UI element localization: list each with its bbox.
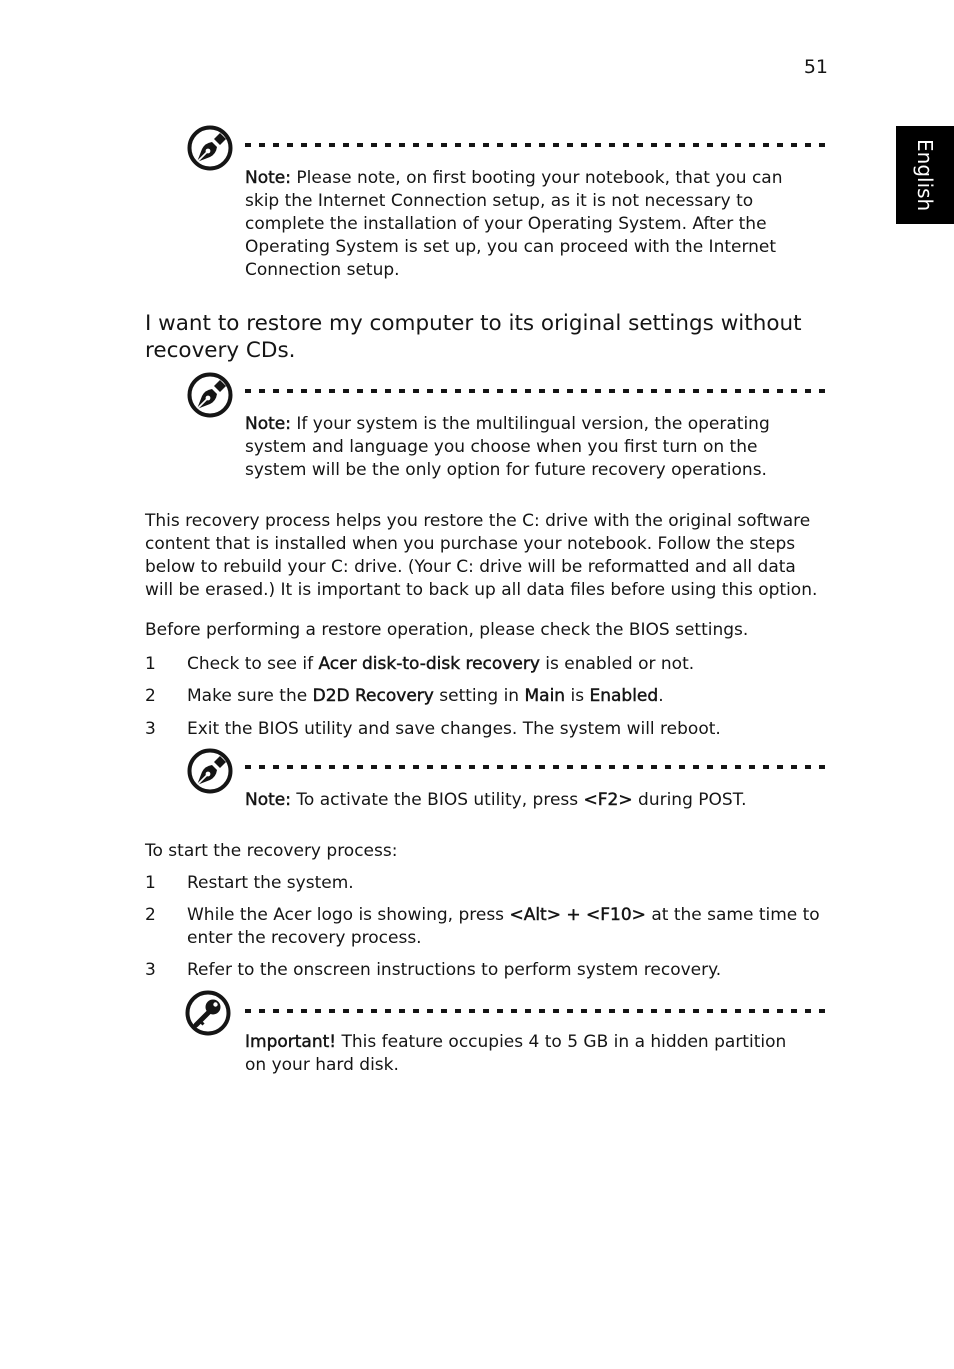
step-text: Restart the system. bbox=[187, 873, 354, 893]
important-line bbox=[245, 1031, 786, 1054]
bios-step bbox=[145, 685, 664, 708]
paragraph-line: content that is installed when you purchase your notebook. Follow the steps bbox=[145, 534, 796, 554]
note-line: Connection setup. bbox=[245, 260, 400, 280]
step-text-before: Make sure the bbox=[187, 686, 313, 706]
step-number: 2 bbox=[145, 686, 156, 706]
note-text: Please note, on first booting your notebook, that you can bbox=[296, 168, 783, 188]
step-line bbox=[187, 904, 820, 927]
important-text: This feature occupies 4 to 5 GB in a hidden partition bbox=[341, 1032, 787, 1052]
bios-option-name: D2D Recovery bbox=[312, 686, 434, 706]
language-tab-label: English bbox=[913, 138, 937, 212]
paragraph-line: This recovery process helps you restore the C: drive with the original software bbox=[145, 511, 811, 531]
note-divider bbox=[245, 143, 828, 147]
bios-step bbox=[145, 653, 694, 676]
page-number: 51 bbox=[803, 56, 828, 78]
key-hole bbox=[213, 1002, 217, 1006]
note-line bbox=[245, 413, 770, 436]
step-text bbox=[187, 904, 820, 950]
key-combination: <Alt> + <F10> bbox=[509, 905, 646, 925]
important-divider bbox=[245, 1009, 825, 1013]
paragraph-line: below to rebuild your C: drive. (Your C: drive will be reformatted and all data bbox=[145, 557, 796, 577]
step-text bbox=[187, 685, 664, 708]
step-text-before: Check to see if bbox=[187, 654, 319, 674]
note-line: system and language you choose when you first turn on the bbox=[245, 437, 758, 457]
heading-line: I want to restore my computer to its original settings without bbox=[145, 311, 802, 336]
bios-option-name: Acer disk-to-disk recovery bbox=[318, 654, 540, 674]
step-number: 3 bbox=[145, 960, 156, 980]
note-2 bbox=[245, 413, 770, 482]
note-line: Operating System is set up, you can proceed with the Internet bbox=[245, 237, 777, 257]
note-label: Note: bbox=[245, 168, 291, 188]
section-heading bbox=[145, 310, 802, 364]
recovery-step bbox=[145, 959, 721, 982]
step-text-after: . bbox=[658, 686, 664, 706]
bios-menu-name: Main bbox=[524, 686, 566, 706]
note-1 bbox=[245, 167, 783, 282]
recovery-step bbox=[145, 904, 820, 950]
step-text-after: is enabled or not. bbox=[539, 654, 695, 674]
pen-nib-note-icon bbox=[187, 372, 233, 418]
step-text: Exit the BIOS utility and save changes. The system will reboot. bbox=[187, 719, 721, 739]
note-line: system will be the only option for future recovery operations. bbox=[245, 460, 767, 480]
step-text-mid: setting in bbox=[433, 686, 525, 706]
step-number: 3 bbox=[145, 719, 156, 739]
note-divider bbox=[245, 765, 828, 769]
recovery-step bbox=[145, 872, 354, 895]
step-text-after: at the same time to bbox=[645, 905, 820, 925]
note-label: Note: bbox=[245, 414, 291, 434]
step-text: Refer to the onscreen instructions to perform system recovery. bbox=[187, 960, 722, 980]
note-text-after: during POST. bbox=[632, 790, 747, 810]
note-label: Note: bbox=[245, 790, 291, 810]
note-text: If your system is the multilingual version, the operating bbox=[296, 414, 770, 434]
intro-paragraph bbox=[145, 510, 817, 602]
pen-nib-note-icon-graphic bbox=[187, 748, 233, 794]
step-number: 1 bbox=[145, 654, 156, 674]
pen-nib-note-icon-graphic bbox=[187, 372, 233, 418]
note-line bbox=[245, 789, 746, 812]
note-3 bbox=[245, 789, 746, 812]
note-line bbox=[245, 167, 783, 190]
key-important-icon bbox=[185, 990, 231, 1036]
key-important-icon-graphic bbox=[185, 990, 231, 1036]
note-line: skip the Internet Connection setup, as it is not necessary to bbox=[245, 191, 754, 211]
step-text-before: While the Acer logo is showing, press bbox=[187, 905, 510, 925]
bios-option-value: Enabled bbox=[589, 686, 659, 706]
important-note bbox=[245, 1031, 786, 1077]
pen-nib-note-icon-graphic bbox=[187, 125, 233, 171]
important-label: Important! bbox=[245, 1032, 337, 1052]
note-text-before: To activate the BIOS utility, press bbox=[296, 790, 584, 810]
note-line: complete the installation of your Operating System. After the bbox=[245, 214, 767, 234]
important-line: on your hard disk. bbox=[245, 1055, 399, 1075]
pen-nib-note-icon bbox=[187, 125, 233, 171]
step-number: 2 bbox=[145, 905, 156, 925]
heading-line: recovery CDs. bbox=[145, 338, 296, 363]
paragraph-line: will be erased.) It is important to back up all data files before using this option. bbox=[145, 580, 818, 600]
language-tab bbox=[896, 126, 954, 224]
step-text bbox=[187, 653, 694, 676]
key-name: <F2> bbox=[583, 790, 633, 810]
step-line: enter the recovery process. bbox=[187, 928, 422, 948]
recovery-lead: To start the recovery process: bbox=[145, 841, 398, 861]
bios-check-lead: Before performing a restore operation, please check the BIOS settings. bbox=[145, 620, 749, 640]
bios-step bbox=[145, 718, 721, 741]
step-number: 1 bbox=[145, 873, 156, 893]
note-divider bbox=[245, 389, 828, 393]
step-text-is: is bbox=[565, 686, 590, 706]
pen-nib-note-icon bbox=[187, 748, 233, 794]
